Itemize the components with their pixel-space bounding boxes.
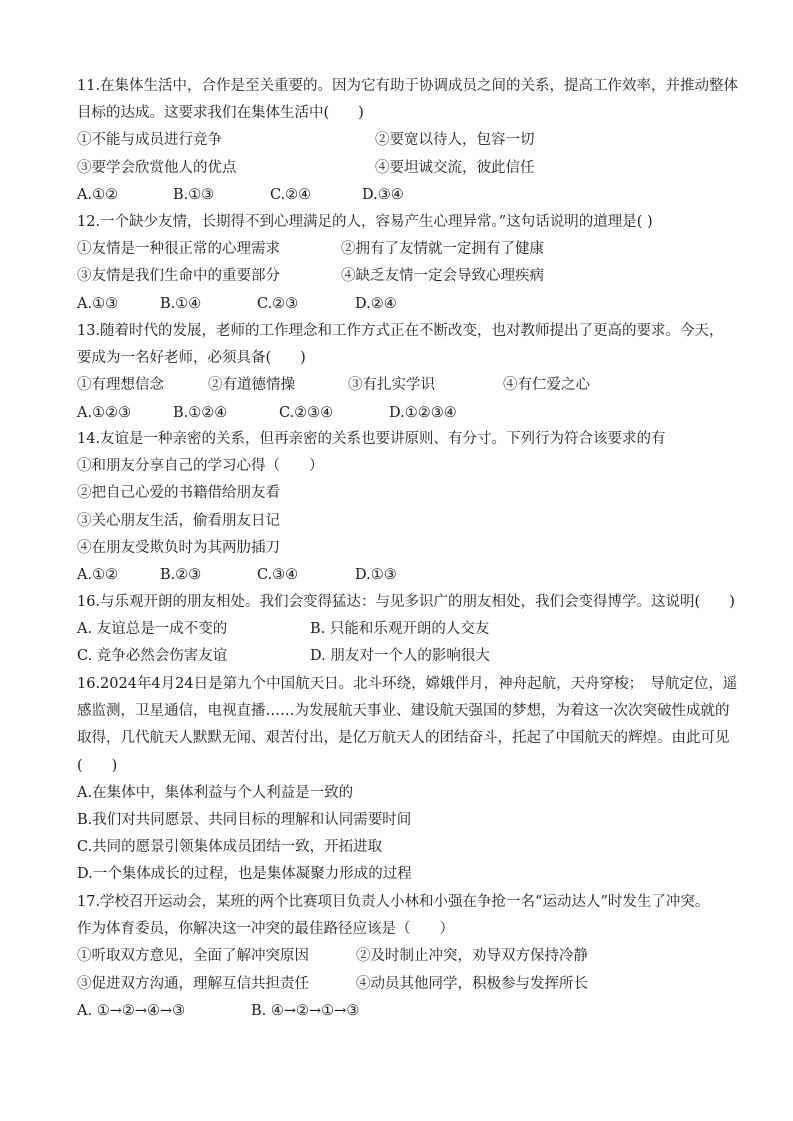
option-row — [77, 127, 727, 154]
question-stem-line: 13.随着时代的发展，老师的工作理念和工作方式正在不断改变，也对教师提出了更高的要求。今天， — [77, 323, 724, 339]
option-item: ②有道德情操 — [208, 377, 295, 394]
answer-choice: B.①②④ — [173, 404, 228, 421]
answer-choice: D.②④ — [355, 295, 397, 312]
answer-row — [77, 998, 727, 1025]
question-17 — [77, 889, 727, 1025]
option-item: ②要宽以待人，包容一切 — [375, 132, 535, 149]
question-stem-line: 感监测，卫星通信，电视直播……为发展航天事业、建设航天强国的梦想，为着这一次次突破性成就的 — [77, 703, 730, 720]
answer-choice: A.①②③ — [77, 404, 132, 421]
answer-row — [77, 562, 727, 589]
question-stem-line: 作为体育委员，你解决这一冲突的最佳路径应该是（ ） — [77, 921, 454, 938]
option-item: ③有扎实学识 — [348, 377, 435, 394]
option-row — [77, 155, 727, 182]
answer-choice: B.①③ — [173, 186, 215, 203]
answer-choice: A.①③ — [77, 295, 119, 312]
answer-choice: C.③④ — [257, 566, 299, 583]
option-item: C.共同的愿景引领集体成员团结一致，开拓进取 — [77, 839, 383, 856]
answer-choice: A. ①→②→④→③ — [77, 1002, 186, 1019]
question-stem-line: 16.2024年4月24日是第九个中国航天日。北斗环绕，嫦娥伴月，神舟起航，天舟穿梭； 导航定位，遥 — [77, 676, 738, 692]
question-12 — [77, 209, 727, 318]
answer-row — [77, 291, 727, 318]
option-item: D. 朋友对一个人的影响很大 — [310, 648, 490, 665]
option-item: ②拥有了友情就一定拥有了健康 — [341, 241, 544, 258]
option-item: B. 只能和乐观开朗的人交友 — [310, 621, 490, 638]
question-stem-line: 12.一个缺少友情，长期得不到心理满足的人，容易产生心理异常。”这句话说明的道理是( ) — [77, 214, 653, 230]
question-14 — [77, 426, 727, 589]
question-stem-line: ( ) — [77, 757, 118, 774]
question-stem-line: 17.学校召开运动会，某班的两个比赛项目负责人小林和小强在争抢一名“运动达人”时发生了冲突。 — [77, 894, 710, 910]
answer-choice: C.②③ — [257, 295, 299, 312]
answer-row — [77, 182, 727, 209]
answer-choice: C.②③④ — [279, 404, 334, 421]
option-item: A. 友谊总是一成不变的 — [77, 621, 228, 638]
option-row — [77, 643, 727, 670]
option-item: ①有理想信念 — [77, 377, 164, 394]
option-item: ①不能与成员进行竞争 — [77, 132, 222, 149]
answer-choice: B.①④ — [160, 295, 202, 312]
answer-choice: D.③④ — [362, 186, 404, 203]
answer-row — [77, 400, 727, 427]
option-item: ④动员其他同学，积极参与发挥所长 — [356, 975, 588, 992]
question-16-aerospace — [77, 671, 738, 889]
option-row — [77, 236, 727, 263]
question-stem-line: 目标的达成。这要求我们在集体生活中( ) — [77, 105, 364, 122]
question-stem-line: 16.与乐观开朗的朋友相处。我们会变得猛达：与见多识广的朋友相处，我们会变得博学。这说明( ) — [77, 594, 735, 610]
question-stem-line: 11.在集体生活中，合作是至关重要的。因为它有助于协调成员之间的关系，提高工作效率，并推动整体 — [77, 78, 739, 94]
option-item: D.一个集体成长的过程，也是集体凝聚力形成的过程 — [77, 866, 412, 883]
option-item: ①听取双方意见，全面了解冲突原因 — [77, 948, 309, 965]
question-stem-line: 取得，几代航天人默默无闻、艰苦付出，是亿万航天人的团结奋斗，托起了中国航天的辉煌。由此可见 — [77, 730, 730, 747]
answer-choice: D.①③ — [355, 566, 397, 583]
option-row — [77, 943, 727, 970]
option-item: ②及时制止冲突，劝导双方保持冷静 — [356, 948, 588, 965]
option-item: ③关心朋友生活，偷看朋友日记 — [77, 512, 280, 529]
question-stem-line: 14.友谊是一种亲密的关系，但再亲密的关系也要讲原则、有分寸。下列行为符合该要求的有 — [77, 431, 666, 447]
option-item: ④有仁爱之心 — [503, 377, 590, 394]
option-item: ③促进双方沟通，理解互信共担责任 — [77, 975, 309, 992]
answer-choice: B.②③ — [160, 566, 202, 583]
question-stem-line: 要成为一名好老师，必须具备( ) — [77, 350, 306, 367]
option-item: ④缺乏友情一定会导致心理疾病 — [341, 268, 544, 285]
question-16-friends — [77, 589, 735, 671]
option-item: ③要学会欣赏他人的优点 — [77, 159, 237, 176]
option-item: ①和朋友分享自己的学习心得（ ） — [77, 458, 324, 475]
answer-choice: A.①② — [77, 566, 119, 583]
option-row — [77, 372, 727, 399]
option-item: C. 竞争必然会伤害友谊 — [77, 648, 228, 665]
option-row — [77, 263, 727, 290]
option-item: A.在集体中，集体利益与个人利益是一致的 — [77, 784, 354, 801]
option-item: ④要坦诚交流，彼此信任 — [375, 159, 535, 176]
question-11 — [77, 73, 739, 209]
option-row — [77, 971, 727, 998]
question-13 — [77, 318, 727, 427]
option-item: B.我们对共同愿景、共同目标的理解和认同需要时间 — [77, 811, 412, 828]
option-item: ④在朋友受欺负时为其两肋插刀 — [77, 539, 280, 556]
option-item: ①友情是一种很正常的心理需求 — [77, 241, 280, 258]
answer-choice: C.②④ — [270, 186, 312, 203]
answer-choice: D.①②③④ — [389, 404, 457, 421]
answer-choice: B. ④→②→①→③ — [251, 1002, 360, 1019]
option-item: ②把自己心爱的书籍借给朋友看 — [77, 485, 280, 502]
answer-choice: A.①② — [77, 186, 119, 203]
option-row — [77, 616, 727, 643]
option-item: ③友情是我们生命中的重要部分 — [77, 268, 280, 285]
